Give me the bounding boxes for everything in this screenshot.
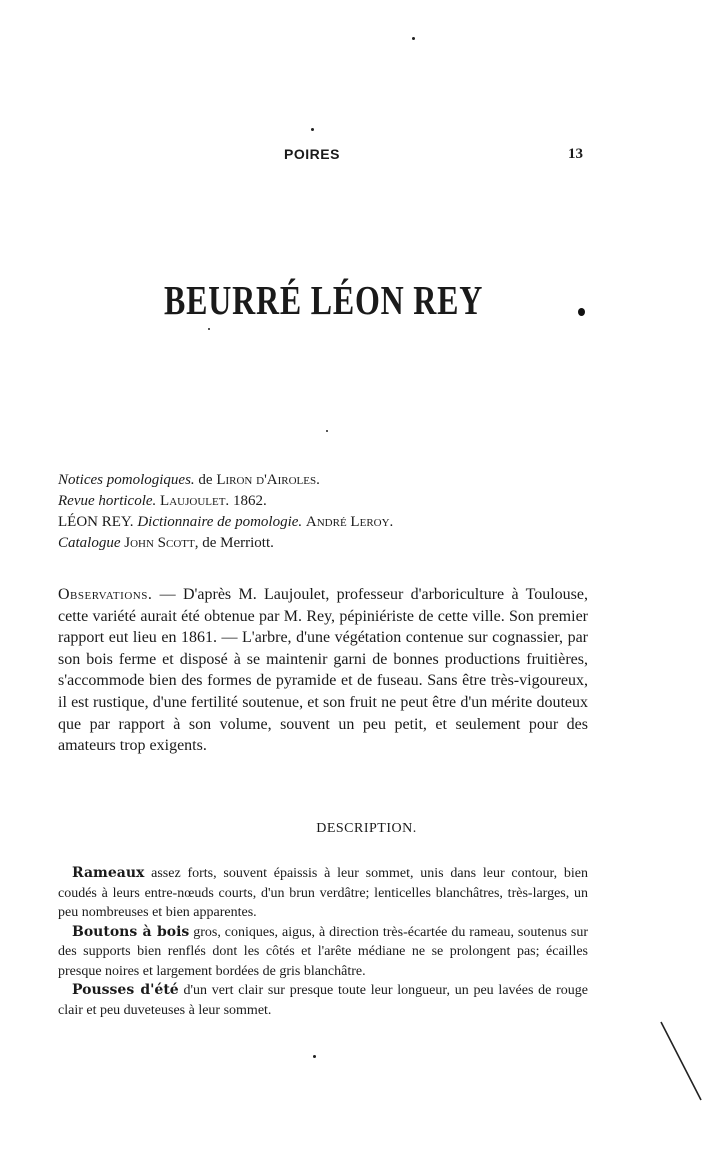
ink-bullet: [578, 308, 585, 316]
bibliography-references: [58, 470, 618, 554]
ink-speck: [313, 1055, 316, 1058]
observations-paragraph: [58, 584, 588, 757]
page-number: 13: [568, 146, 583, 162]
description-paragraph: Pousses d'été d'un vert clair sur presque toute leur longueur, un peu lavées de rouge clair et peu duveteuses à leur sommet.: [58, 982, 588, 1018]
description-body: [58, 864, 588, 1020]
ink-speck: [208, 328, 210, 330]
description-lead: Pousses d'été: [72, 982, 179, 998]
description-paragraph: Boutons à bois gros, coniques, aigus, à direction très-écartée du rameau, soutenus sur des supports bien renflés dont les côtés et l'arête médiane ne se prolongent pas; écailles presque noires et largement bordées de gris blanchâtre.: [58, 923, 588, 979]
reference-line: LÉON REY. Dictionnaire de pomologie. André Leroy.: [58, 514, 394, 530]
description-lead: Boutons à bois: [72, 923, 190, 940]
running-head-title: POIRES: [284, 146, 340, 162]
ink-speck: [412, 37, 415, 40]
reference-line: Revue horticole. Laujoulet. 1862.: [58, 493, 267, 509]
running-head: [0, 146, 707, 168]
observations-heading: Observations.: [58, 586, 153, 603]
ink-speck: [326, 430, 328, 432]
reference-line: Catalogue John Scott, de Merriott.: [58, 535, 274, 551]
description-heading: DESCRIPTION.: [316, 821, 417, 836]
description-paragraph: Rameaux assez forts, souvent épaissis à leur sommet, unis dans leur contour, bien coudés à leurs entre-nœuds courts, d'un brun verdâtre; lenticelles blanchâtres, très-larges, un peu nombreuses et bien apparentes.: [58, 865, 588, 920]
observations-text: — D'après M. Laujoulet, professeur d'arboriculture à Toulouse, cette variété aurait été obtenue par M. Rey, pépiniériste de cette ville. Son premier rapport eut lieu en 1861. — L'arbre, d'une végétation contenue sur cognassier, par son bois ferme et disposé à se maintenir garni de bonnes productions fruitières, s'accommode bien des formes de pyramide et de fuseau. Sans être très-vigoureux, il est rustique, d'une fertilité soutenue, et son fruit ne peut être d'un mérite douteux que par rapport à son volume, souvent un peu petit, et seulement pour des amateurs trop exigents.: [58, 586, 588, 755]
reference-line: Notices pomologiques. de Liron d'Airoles.: [58, 472, 320, 488]
margin-mark: [655, 1018, 707, 1104]
ink-speck: [311, 128, 314, 131]
description-lead: Rameaux: [72, 865, 145, 881]
page-title: BEURRÉ LÉON REY: [164, 277, 484, 323]
